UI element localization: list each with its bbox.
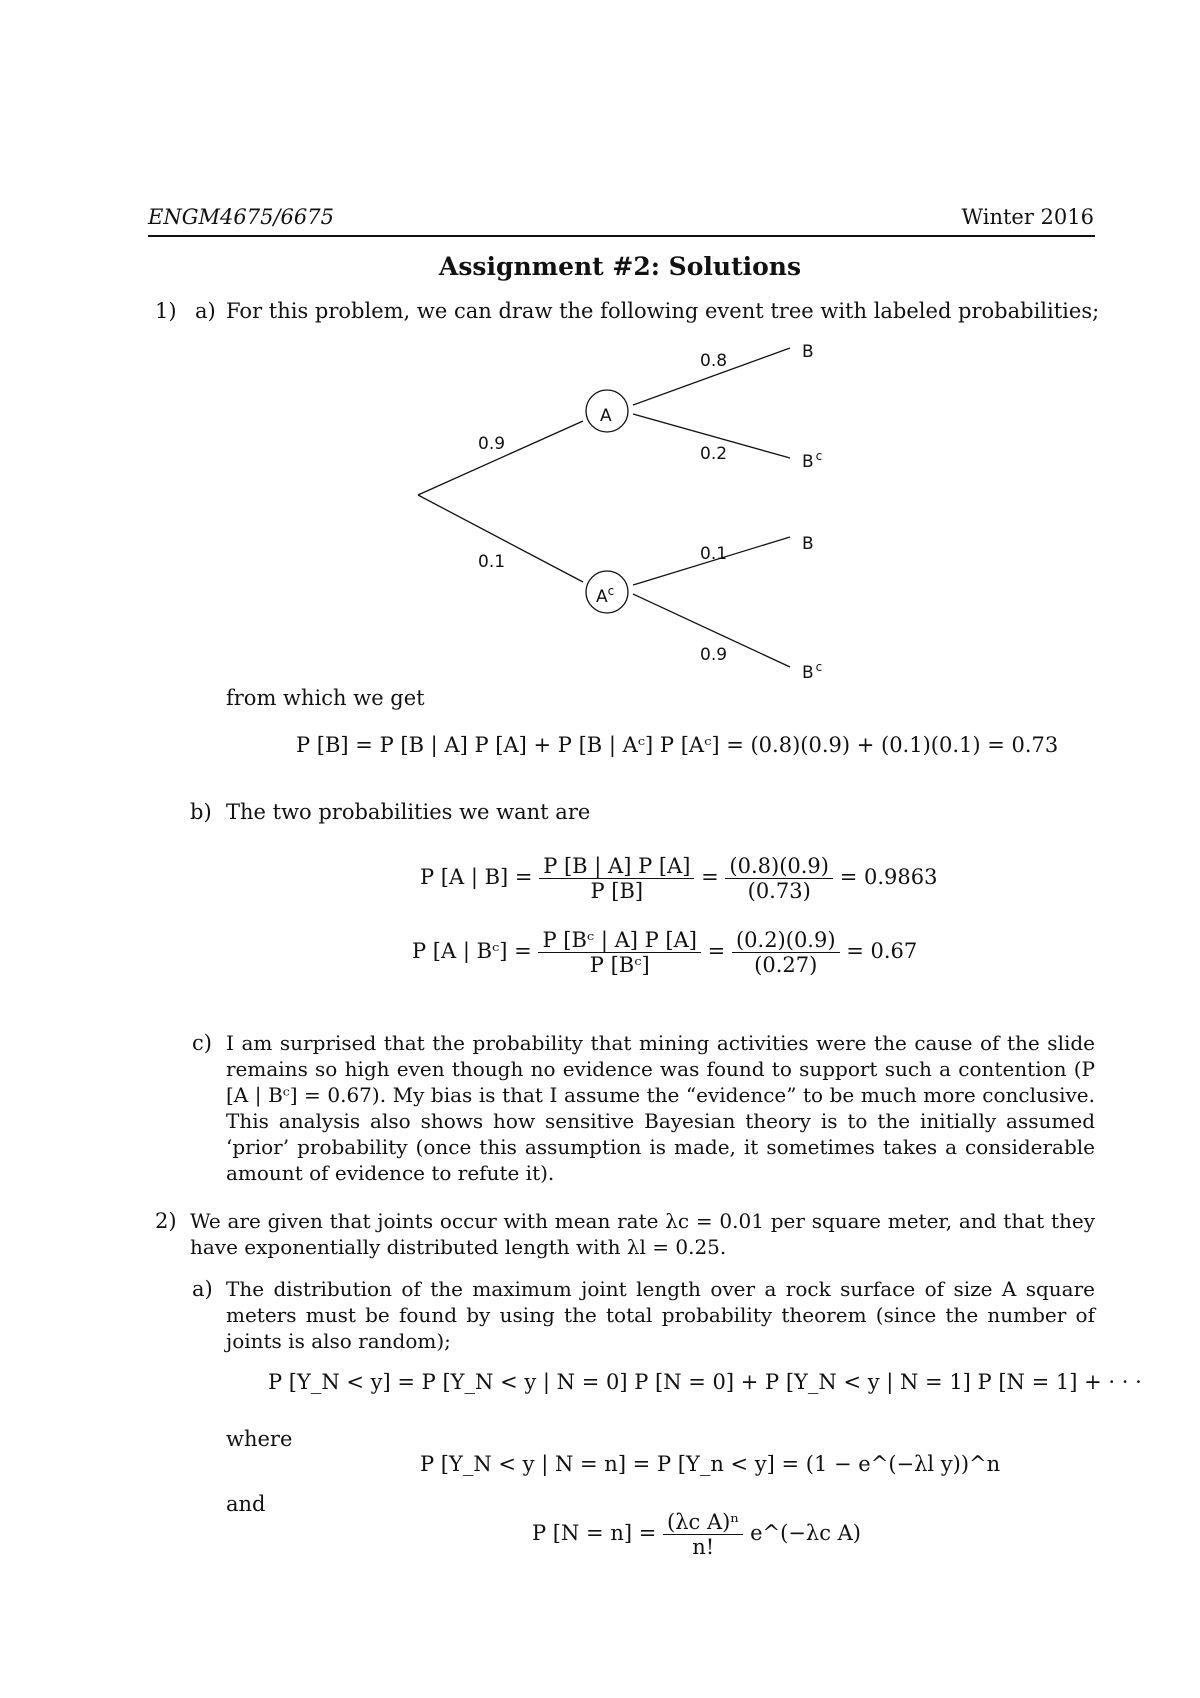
q2a-where: where: [226, 1427, 293, 1451]
q2a-eq3-den: n!: [692, 1535, 715, 1559]
event-tree: [0, 0, 1200, 700]
q2a-eq3-frac: [663, 1510, 743, 1559]
q1a-label: a): [195, 299, 216, 323]
prob-bc-given-a: 0.2: [700, 444, 728, 464]
q1b-eq2-den: P [Bᶜ]: [589, 953, 650, 977]
q1a-equation: P [B] = P [B | A] P [A] + P [B | Aᶜ] P [Aᶜ] = (0.8)(0.9) + (0.1)(0.1) = 0.73: [296, 733, 1059, 757]
q1b-eq1-lhs: P [A | B] =: [420, 865, 533, 889]
q1c-label: c): [192, 1031, 212, 1055]
outcome-b-top: B: [802, 342, 814, 362]
prob-ac: 0.1: [478, 552, 506, 572]
node-a-label: A: [600, 406, 612, 426]
q2a-and: and: [226, 1492, 266, 1516]
q1b-eq1: [420, 854, 937, 903]
branch-a: [418, 421, 583, 495]
outcome-bc-bottom: B $^c$: [802, 660, 823, 683]
q1b-eq2-frac2: [732, 928, 840, 977]
q1c-text: I am surprised that the probability that mining activities were the cause of the slide remains so high even though no evidence was found to support such a contention (P [A | Bᶜ] = 0.67). My bias is that I assume the “evidence” to be much more conclusive. This analysis also shows how sensitive Bayesian theory is to the initially assumed ‘prior’ probability (once this assumption is made, it sometimes takes a considerable amount of evidence to refute it).: [226, 1031, 1095, 1185]
q2a-label: a): [192, 1277, 213, 1301]
q1a-intro: For this problem, we can draw the following event tree with labeled probabilities;: [226, 299, 1100, 323]
q1b-eq2-den2: (0.27): [754, 953, 818, 977]
q1b-eq1-num2: (0.8)(0.9): [725, 854, 833, 879]
q1b-eq2-num: P [Bᶜ | A] P [A]: [538, 928, 701, 953]
prob-bc-given-ac: 0.9: [700, 645, 728, 665]
q2a-eq1: P [Y_N < y] = P [Y_N < y | N = 0] P [N = 0] + P [Y_N < y | N = 1] P [N = 1] + · · ·: [268, 1370, 1142, 1394]
q1b-eq2: [412, 928, 917, 977]
q2a-eq3-tail: e^(−λc A): [750, 1521, 861, 1545]
q1b-eq1-result: = 0.9863: [839, 865, 938, 889]
q2a-eq3: [532, 1510, 861, 1559]
node-ac-label: $A^c$: [596, 584, 615, 607]
q2a-text: The distribution of the maximum joint length over a rock surface of size A square meters must be found by using the total probability theorem (since the number of joints is also random);: [226, 1277, 1095, 1353]
q2a-eq2: P [Y_N < y | N = n] = P [Y_n < y] = (1 − e^(−λl y))^n: [420, 1452, 1001, 1476]
q2-intro: We are given that joints occur with mean rate λc = 0.01 per square meter, and that they have exponentially distributed length with λl = 0.25.: [190, 1209, 1095, 1259]
q1b-intro: The two probabilities we want are: [226, 800, 591, 824]
q1b-eq2-lhs: P [A | Bᶜ] =: [412, 939, 532, 963]
course-code: ENGM4675/6675: [148, 205, 334, 229]
q1b-eq1-frac1: [539, 854, 694, 903]
q1b-eq1-den: P [B]: [590, 879, 644, 903]
q1b-eq1-equals: =: [701, 865, 719, 889]
q2a-eq3-lhs: P [N = n] =: [532, 1521, 657, 1545]
q2-number: 2): [155, 1209, 177, 1233]
q1b-eq2-result: = 0.67: [846, 939, 918, 963]
q1b-eq1-den2: (0.73): [747, 879, 811, 903]
q1b-eq2-num2: (0.2)(0.9): [732, 928, 840, 953]
q1a-from-text: from which we get: [226, 686, 425, 710]
q2a-eq3-num: (λc A)ⁿ: [663, 1510, 743, 1535]
q1b-label: b): [190, 800, 212, 824]
q1b-eq2-frac1: [538, 928, 701, 977]
page-title: Assignment #2: Solutions: [438, 252, 802, 281]
q1b-eq2-equals: =: [707, 939, 726, 963]
prob-a: 0.9: [478, 434, 506, 454]
outcome-b-bottom: B: [802, 534, 814, 554]
q1b-eq1-frac2: [725, 854, 833, 903]
q1-number: 1): [155, 299, 177, 323]
prob-b-given-ac: 0.1: [700, 544, 728, 564]
outcome-bc-top: B $^c$: [802, 449, 823, 472]
prob-b-given-a: 0.8: [700, 351, 728, 371]
q1b-eq1-num: P [B | A] P [A]: [539, 854, 694, 879]
term: Winter 2016: [961, 205, 1094, 229]
